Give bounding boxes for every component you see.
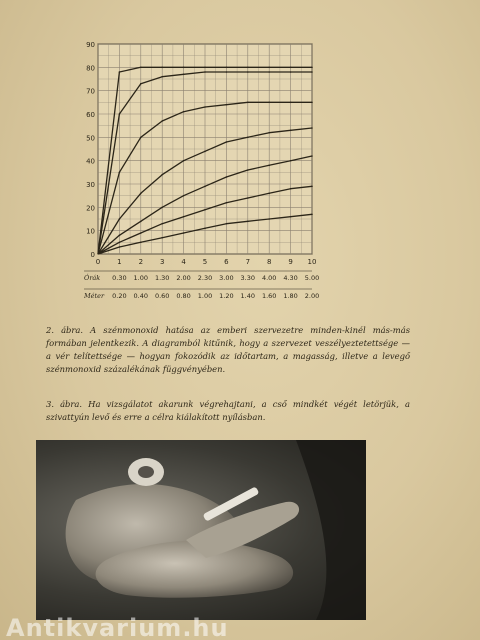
secondary-axis-tick: 1.00	[197, 292, 213, 300]
series-1-point	[268, 67, 270, 69]
y-tick-label: 10	[86, 227, 95, 236]
series-5-point	[268, 165, 270, 167]
figure-2-label: 2. ábra.	[46, 325, 84, 335]
x-tick-label: 4	[181, 258, 186, 266]
secondary-axis-tick: 0.40	[133, 292, 149, 300]
series-2-point	[247, 71, 249, 73]
series-5-point	[247, 169, 249, 171]
series-5-point	[290, 160, 292, 162]
series-5-point	[183, 195, 185, 197]
x-tick-label: 9	[288, 258, 293, 266]
series-3-point	[140, 137, 142, 139]
x-tick-label: 6	[224, 258, 229, 266]
series-1-point	[290, 67, 292, 69]
secondary-axis-tick: 0.60	[154, 292, 170, 300]
series-2-point	[204, 71, 206, 73]
series-2-point	[290, 71, 292, 73]
series-1-point	[140, 67, 142, 69]
series-6-point	[119, 242, 121, 244]
secondary-axis-tick: 5.00	[304, 274, 320, 282]
series-7-point	[311, 214, 313, 216]
series-6-point	[226, 202, 228, 204]
figure-2-chart	[84, 40, 320, 310]
series-7-point	[119, 246, 121, 248]
series-6-point	[140, 232, 142, 234]
secondary-axis-tick: 4.30	[283, 274, 298, 282]
figure-3-label: 3. ábra.	[46, 399, 83, 409]
y-tick-label: 30	[86, 181, 95, 189]
series-2-point	[140, 83, 142, 85]
figure-3-caption	[46, 398, 410, 424]
series-7-point	[161, 237, 163, 239]
x-tick-label: 10	[307, 258, 317, 266]
series-7-point	[226, 223, 228, 225]
series-1-point	[204, 67, 206, 69]
series-5-point	[311, 155, 313, 157]
series-7-point	[204, 228, 206, 230]
series-6-point	[183, 216, 185, 218]
secondary-axis-tick: 1.40	[240, 292, 256, 300]
hands-photo-illustration	[36, 440, 366, 620]
figure-3-photo	[36, 440, 366, 620]
figure-2-text: A szénmonoxid hatása az emberi szervezetre minden-kinél más-más formában jelentkezik. A diagramból kitűnik, hogy a szervezet veszélyeztetettsége — a vér telítettsége — hogyan fokozódik az időtartam, a magasság, illetve a levegő szénmonoxid százalékának függvényében.	[46, 325, 410, 374]
y-tick-label: 50	[86, 134, 95, 143]
series-5-point	[226, 176, 228, 178]
series-7-point	[183, 232, 185, 234]
series-2-point	[226, 71, 228, 73]
series-7-point	[290, 216, 292, 218]
secondary-axis-label: Méter	[84, 292, 105, 300]
series-5-point	[119, 235, 121, 237]
secondary-axis-tick: 2.00	[304, 292, 320, 300]
series-3-point	[183, 111, 185, 113]
secondary-axis-tick: 1.20	[219, 292, 234, 300]
x-tick-label: 0	[95, 258, 101, 266]
series-3-point	[247, 102, 249, 104]
x-tick-label: 5	[202, 258, 208, 266]
secondary-axis-tick: 0.30	[112, 274, 127, 282]
y-tick-label: 60	[86, 111, 95, 119]
series-1-point	[311, 67, 313, 69]
secondary-axis-tick: 2.30	[197, 274, 213, 282]
chart-svg	[84, 40, 320, 310]
x-tick-label: 1	[117, 258, 122, 266]
series-2-point	[183, 74, 185, 76]
watermark: Antikvarium.hu	[6, 614, 229, 640]
figure-3-text: Ha vizsgálatot akarunk végrehajtani, a cső mindkét végét letörjük, a szivattyún levő és erre a célra kiálakított nyílásban.	[46, 399, 410, 422]
secondary-axis-tick: 4.00	[261, 274, 277, 282]
figure-2-caption	[46, 324, 410, 376]
series-6-point	[204, 209, 206, 211]
series-6-point	[290, 188, 292, 190]
series-3-point	[226, 104, 228, 106]
y-tick-label: 90	[86, 41, 95, 49]
x-tick-label: 8	[266, 258, 272, 266]
series-3-point	[311, 102, 313, 104]
secondary-axis-tick: 1.00	[133, 274, 149, 282]
series-7-point	[247, 221, 249, 223]
series-2-point	[268, 71, 270, 73]
series-1-point	[183, 67, 185, 69]
series-6-point	[268, 193, 270, 195]
series-5-point	[204, 186, 206, 188]
secondary-axis-tick: 1.60	[261, 292, 277, 300]
series-4-point	[226, 141, 228, 143]
series-3-point	[161, 120, 163, 122]
series-2-point	[161, 76, 163, 78]
x-tick-label: 2	[138, 258, 144, 266]
series-6-point	[161, 223, 163, 225]
y-tick-label: 40	[86, 157, 95, 166]
secondary-axis-tick: 0.80	[176, 292, 191, 300]
series-4-point	[204, 151, 206, 153]
x-tick-label: 7	[245, 258, 251, 266]
series-4-point	[183, 160, 185, 162]
secondary-axis-tick: 0.20	[112, 292, 127, 300]
series-2-point	[311, 71, 313, 73]
series-7-point	[268, 218, 270, 220]
series-4-point	[161, 174, 163, 176]
y-tick-label: 80	[86, 64, 95, 73]
secondary-axis-tick: 3.00	[219, 274, 234, 282]
series-1-point	[226, 67, 228, 69]
y-tick-label: 0	[90, 251, 95, 259]
series-6-point	[247, 197, 249, 199]
secondary-axis-label: Órák	[84, 274, 101, 282]
series-4-point	[311, 127, 313, 129]
x-tick-label: 3	[159, 258, 165, 266]
series-1-point	[161, 67, 163, 69]
series-3-point	[268, 102, 270, 104]
secondary-axis-tick: 1.80	[283, 292, 298, 300]
series-1-point	[247, 67, 249, 69]
series-4-point	[290, 130, 292, 132]
y-tick-label: 20	[86, 204, 95, 213]
series-3-point	[119, 172, 121, 174]
series-2-point	[119, 113, 121, 115]
series-6-point	[311, 186, 313, 188]
series-5-point	[140, 221, 142, 223]
secondary-axis-tick: 1.30	[154, 274, 170, 282]
secondary-axis-tick: 2.00	[176, 274, 191, 282]
series-4-point	[247, 137, 249, 139]
series-3-point	[204, 106, 206, 108]
series-4-point	[119, 218, 121, 220]
series-4-point	[140, 193, 142, 195]
y-tick-label: 70	[86, 87, 95, 96]
series-5-point	[161, 207, 163, 209]
secondary-axis-tick: 3.30	[240, 274, 256, 282]
series-1-point	[119, 71, 121, 73]
series-4-point	[268, 132, 270, 134]
series-3-point	[290, 102, 292, 104]
series-7-point	[140, 242, 142, 244]
